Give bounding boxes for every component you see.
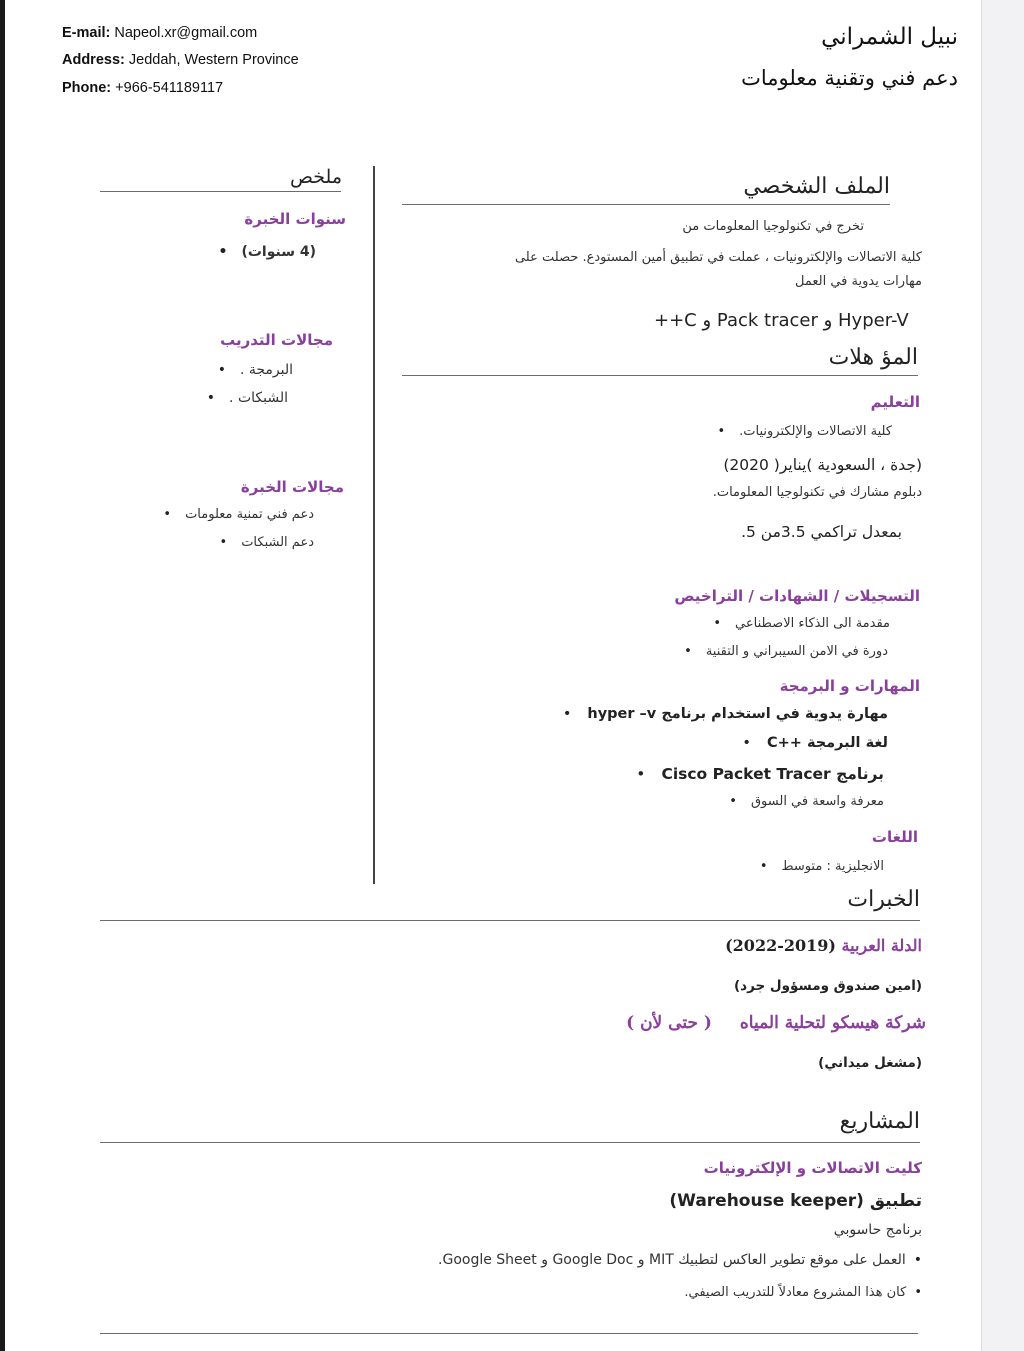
profile-tools: ++C و Pack tracer و Hyper-V [654,310,909,331]
training-item-programming: البرمجة . • [218,362,293,378]
skills-title: المهارات و البرمجة [779,677,920,695]
job-1-role: (امين صندوق ومسؤول جرد) [733,978,922,994]
projects-title: المشاريع [839,1109,920,1134]
profile-title: الملف الشخصي [743,174,890,199]
qualifications-divider [402,375,918,376]
contact-phone [62,80,223,96]
experience-title: الخبرات [847,887,920,912]
project-bullet-1: • العمل على موقع تطوير العاكس لتطبيك MIT و Google Doc و Google Sheet. [438,1252,922,1268]
languages-title: اللغات [871,828,918,846]
skill-item-hyperv: مهارة يدوية في استخدام برنامج hyper –v • [563,706,888,722]
education-title: التعليم [870,393,920,411]
experience-fields-title: مجالات الخبرة [240,478,344,496]
experience-field-network-support: دعم الشبكات • [220,535,314,550]
viewer-scrollbar-track[interactable] [981,0,1024,1351]
profile-divider [402,204,890,205]
email-value: Napeol.xr@gmail.com [114,25,258,41]
skill-item-packet-tracer: برنامج Cisco Packet Tracer • [636,765,884,783]
profile-line-1: تخرج في تكنولوجيا المعلومات من [682,219,864,234]
column-divider [373,166,375,884]
experience-divider [100,920,920,921]
education-college: كلية الاتصالات والإلكترونيات. • [717,424,892,439]
address-value: Jeddah, Western Province [128,52,299,68]
job-1-heading [725,936,922,955]
summary-title: ملخص [289,166,342,188]
job-2-heading [626,1013,926,1033]
project-college: كليت الاتصالات و الإلكترونيات [703,1159,922,1177]
training-title: مجالات التدريب [220,331,333,349]
contact-email [62,25,257,41]
contact-address [62,52,299,68]
years-value: (4 سنوات) • [218,244,316,260]
training-item-networks: الشبكات . • [207,390,288,406]
projects-divider [100,1142,920,1143]
profile-line-2: كلية الاتصالات والإلكترونيات ، عملت في تطبيق أمين المستودع. حصلت على [514,250,922,265]
address-label: Address: [62,52,125,68]
education-gpa: بمعدل تراكمي 3.5من 5. [741,523,902,541]
viewer-left-edge [0,0,5,1351]
certs-title: التسجيلات / الشهادات / التراخيص [674,587,920,605]
job-2-period: ( حتى لأن ) [626,1013,712,1033]
skill-item-cpp: لغة البرمجة ++C • [742,735,888,751]
education-diploma: دبلوم مشارك في تكنولوجيا المعلومات. [712,485,922,500]
cert-item-cybersecurity: دورة في الامن السيبراني و التقنية • [684,644,888,659]
profile-line-3: مهارات يدوية في العمل [794,274,922,289]
phone-value: +966-541189117 [115,80,224,96]
footer-divider [100,1333,918,1334]
project-bullet-2: • كان هذا المشروع معادلاً للتدريب الصيفي. [684,1285,922,1300]
job-1-period: (2019-2022) [725,936,836,955]
project-type: برنامج حاسوبي [833,1222,922,1238]
job-title: دعم فني وتقنية معلومات [741,66,958,90]
job-2-role: (مشغل ميداني) [818,1055,922,1071]
email-label: E-mail: [62,25,111,41]
phone-label: Phone: [62,80,112,96]
qualifications-title: المؤ هلات [828,345,918,370]
language-item-english: الانجليزية : متوسط • [760,859,884,874]
job-2-company: شركة هيسكو لتحلية المياه [739,1013,926,1033]
skill-item-market: معرفة واسعة في السوق • [729,794,884,809]
person-name: نبيل الشمراني [821,24,958,50]
education-date: (جدة ، السعودية )يناير( 2020) [723,456,922,474]
job-1-company: الدلة العربية [841,936,922,955]
experience-field-it-support: دعم فني تمنية معلومات • [163,507,314,522]
years-title: سنوات الخبرة [244,210,346,228]
project-app-name: تطبيق (Warehouse keeper) [669,1191,922,1211]
cert-item-ai: مقدمة الى الذكاء الاصطناعي • [713,616,890,631]
summary-divider [100,191,341,192]
